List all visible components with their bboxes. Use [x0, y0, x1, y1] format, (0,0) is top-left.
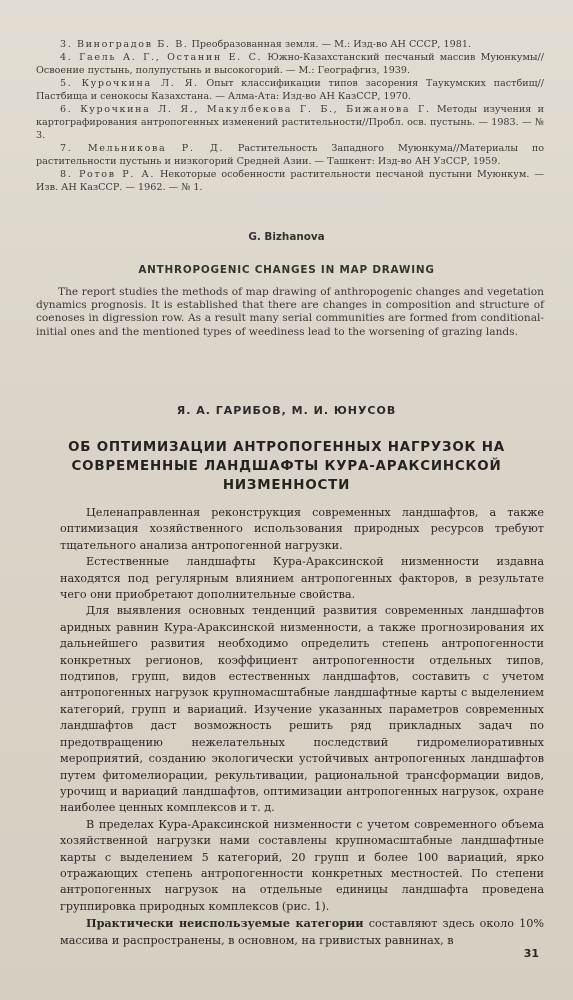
- body-paragraph: Целенаправленная реконструкция современных ландшафтов, а также оптимизация хозяйственного использования природных ресурсов требуют тщательного анализа антропогенной нагрузки.: [60, 506, 544, 552]
- reference-item: 4. Гаель А. Г., Останин Е. С. Южно-Казахстанский песчаный массив Муюнкумы//Освоение пустынь, полупустынь и высокогорий. — М.: Географгиз, 1939.: [36, 52, 545, 76]
- reference-item: 5. Курочкина Л. Я. Опыт классификации типов засорения Таукумских пастбищ//Пастбища и сенокосы Казахстана. — Алма-Ата: Изд-во АН КазССР, 1970.: [36, 78, 545, 102]
- article-authors: Я. А. ГАРИБОВ, М. И. ЮНУСОВ: [176, 404, 397, 417]
- body-paragraph: Естественные ландшафты Кура-Араксинской низменности издавна находятся под регулярным влиянием антропогенных факторов, в результате чего они приобретают дополнительные свойства.: [60, 555, 544, 602]
- english-summary-abstract: The report studies the methods of map drawing of anthropogenic changes and vegetation dynamics prognosis. It is established that there are changes in composition and structure of coenoses in digression row. As a result many serial communities are formed from conditional-initial ones and the mentioned types of weediness lead to the worsening of grazing lands.: [36, 286, 544, 338]
- english-summary-author: G. Bizhanova: [248, 231, 325, 243]
- reference-list: [36, 38, 544, 194]
- page-number: 31: [523, 947, 539, 960]
- paragraph-text: составляют здесь около 10% массива и распространены, в основном, на гривистых равнинах, в: [60, 917, 544, 947]
- english-summary-title: ANTHROPOGENIC CHANGES IN MAP DRAWING: [138, 264, 435, 276]
- body-paragraph: В пределах Кура-Араксинской низменности с учетом современного объема хозяйственной нагрузки нами составлены крупномасштабные ландшафтные карты с выделением 5 категорий, 20 групп и более 100 вариаций, ярко отражающих степень антропогенности конкретных местностей. По степени антропогенных нагрузок на отдельные единицы ландшафта проведена группировка природных комплексов (рис. 1).: [60, 817, 544, 913]
- article-body: [60, 505, 544, 949]
- bold-phrase: Практически неиспользуемые категории: [86, 916, 364, 931]
- article-title: ОБ ОПТИМИЗАЦИИ АНТРОПОГЕННЫХ НАГРУЗОК НА СОВРЕМЕННЫЕ ЛАНДШАФТЫ КУРА-АРАКСИНСКОЙ НИЗМЕННОСТИ: [68, 440, 505, 493]
- body-paragraph: Для выявления основных тенденций развития современных ландшафтов аридных равнин Кура-Араксинской низменности, а также прогнозирования их дальнейшего развития необходимо определить степень антропогенности конкретных регионов, коэффициент антропогенности отдельных типов, подтипов, групп, видов естественных ландшафтов, составить с учетом антропогенных нагрузок крупномасштабные ландшафтные карты с выделением категорий, групп и вариаций. Изучение указанных параметров современных ландшафтов даст возможность решить ряд прикладных задач по предотвращению нежелательных последствий гидромелиоративных мероприятий, созданию экологически устойчивых антропогенных ландшафтов путем фитомелиорации, рекультивации, рациональной трансформации видов, урочищ и вариаций ландшафтов, оптимизации антропогенных нагрузок, охране наиболее ценных комплексов и т. д.: [60, 604, 544, 815]
- body-paragraph-last: [60, 915, 544, 949]
- reference-item: 7. Мельникова Р. Д. Растительность Западного Муюнкума//Материалы по растительности пустынь и низкогорий Средней Азии. — Ташкент: Изд-во АН УзССР, 1959.: [36, 143, 544, 167]
- reference-item: 6. Курочкина Л. Я., Макулбекова Г. Б., Бижанова Г. Методы изучения и картографирования антропогенных изменений растительности//Пробл. осв. пустынь. — 1983. — № 3.: [36, 104, 544, 141]
- reference-item: 3. Виноградов Б. В. Преобразованная земля. — М.: Изд-во АН СССР, 1981.: [60, 39, 472, 50]
- reference-item: 8. Ротов Р. А. Некоторые особенности растительности песчаной пустыни Муюнкум. — Изв. АН КазССР. — 1962. — № 1.: [36, 169, 544, 193]
